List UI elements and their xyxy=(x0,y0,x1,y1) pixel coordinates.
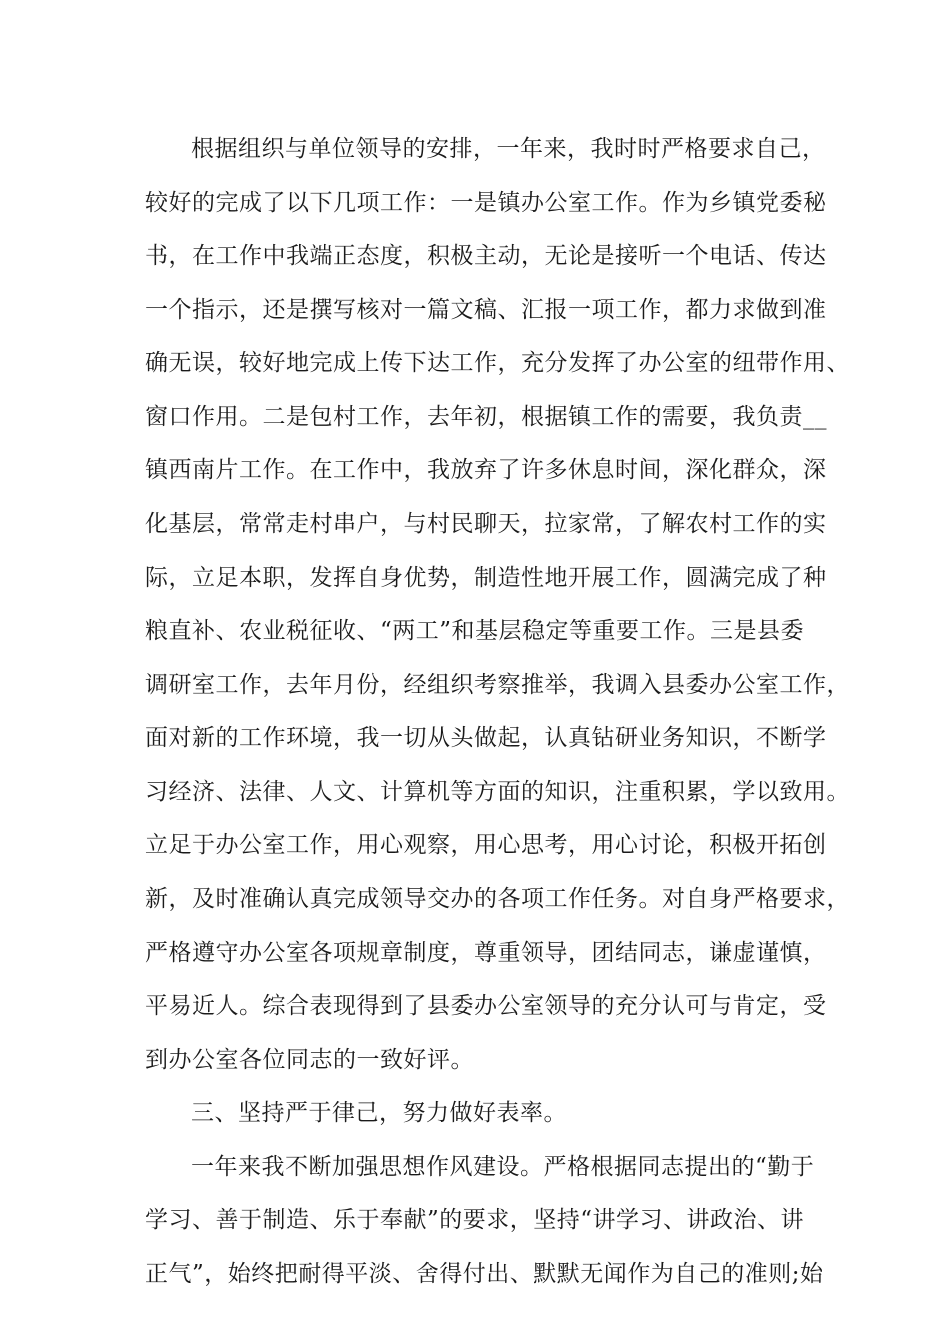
paragraph-line: 根据组织与单位领导的安排，一年来，我时时严格要求自己， xyxy=(191,136,826,162)
paragraph-line: 确无误，较好地完成上传下达工作，充分发挥了办公室的纽带作用、 xyxy=(145,350,850,376)
paragraph-line: 到办公室各位同志的一致好评。 xyxy=(145,1047,474,1073)
paragraph-line: 粮直补、农业税征收、“两工”和基层稳定等重要工作。三是县委 xyxy=(145,618,805,644)
paragraph-line: 化基层，常常走村串户，与村民聊天，拉家常，了解农村工作的实 xyxy=(145,511,827,537)
paragraph-line: 严格遵守办公室各项规章制度，尊重领导，团结同志，谦虚谨慎， xyxy=(145,940,827,966)
paragraph-line: 一个指示，还是撰写核对一篇文稿、汇报一项工作，都力求做到准 xyxy=(145,297,827,323)
paragraph-line: 正气”，始终把耐得平淡、舍得付出、默默无闻作为自己的准则;始 xyxy=(145,1261,824,1287)
paragraph-line: 书，在工作中我端正态度，积极主动，无论是接听一个电话、传达 xyxy=(145,243,827,269)
paragraph-line: 窗口作用。二是包村工作，去年初，根据镇工作的需要，我负责__ xyxy=(145,404,827,430)
section-heading: 三、坚持严于律己，努力做好表率。 xyxy=(191,1100,567,1126)
paragraph-line: 调研室工作，去年月份，经组织考察推举，我调入县委办公室工作， xyxy=(145,672,850,698)
paragraph-line: 习经济、法律、人文、计算机等方面的知识，注重积累，学以致用。 xyxy=(145,779,850,805)
paragraph-line: 面对新的工作环境，我一切从头做起，认真钻研业务知识，不断学 xyxy=(145,725,827,751)
paragraph-line: 较好的完成了以下几项工作：一是镇办公室工作。作为乡镇党委秘 xyxy=(145,190,827,216)
paragraph-line: 新，及时准确认真完成领导交办的各项工作任务。对自身严格要求， xyxy=(145,886,850,912)
paragraph-line: 际，立足本职，发挥自身优势，制造性地开展工作，圆满完成了种 xyxy=(145,565,827,591)
paragraph-line: 一年来我不断加强思想作风建设。严格根据同志提出的“勤于 xyxy=(191,1154,815,1180)
paragraph-line: 镇西南片工作。在工作中，我放弃了许多休息时间，深化群众，深 xyxy=(145,457,827,483)
paragraph-line: 平易近人。综合表现得到了县委办公室领导的充分认可与肯定，受 xyxy=(145,993,827,1019)
paragraph-line: 立足于办公室工作，用心观察，用心思考，用心讨论，积极开拓创 xyxy=(145,832,827,858)
paragraph-line: 学习、善于制造、乐于奉献”的要求，坚持“讲学习、讲政治、讲 xyxy=(145,1207,805,1233)
